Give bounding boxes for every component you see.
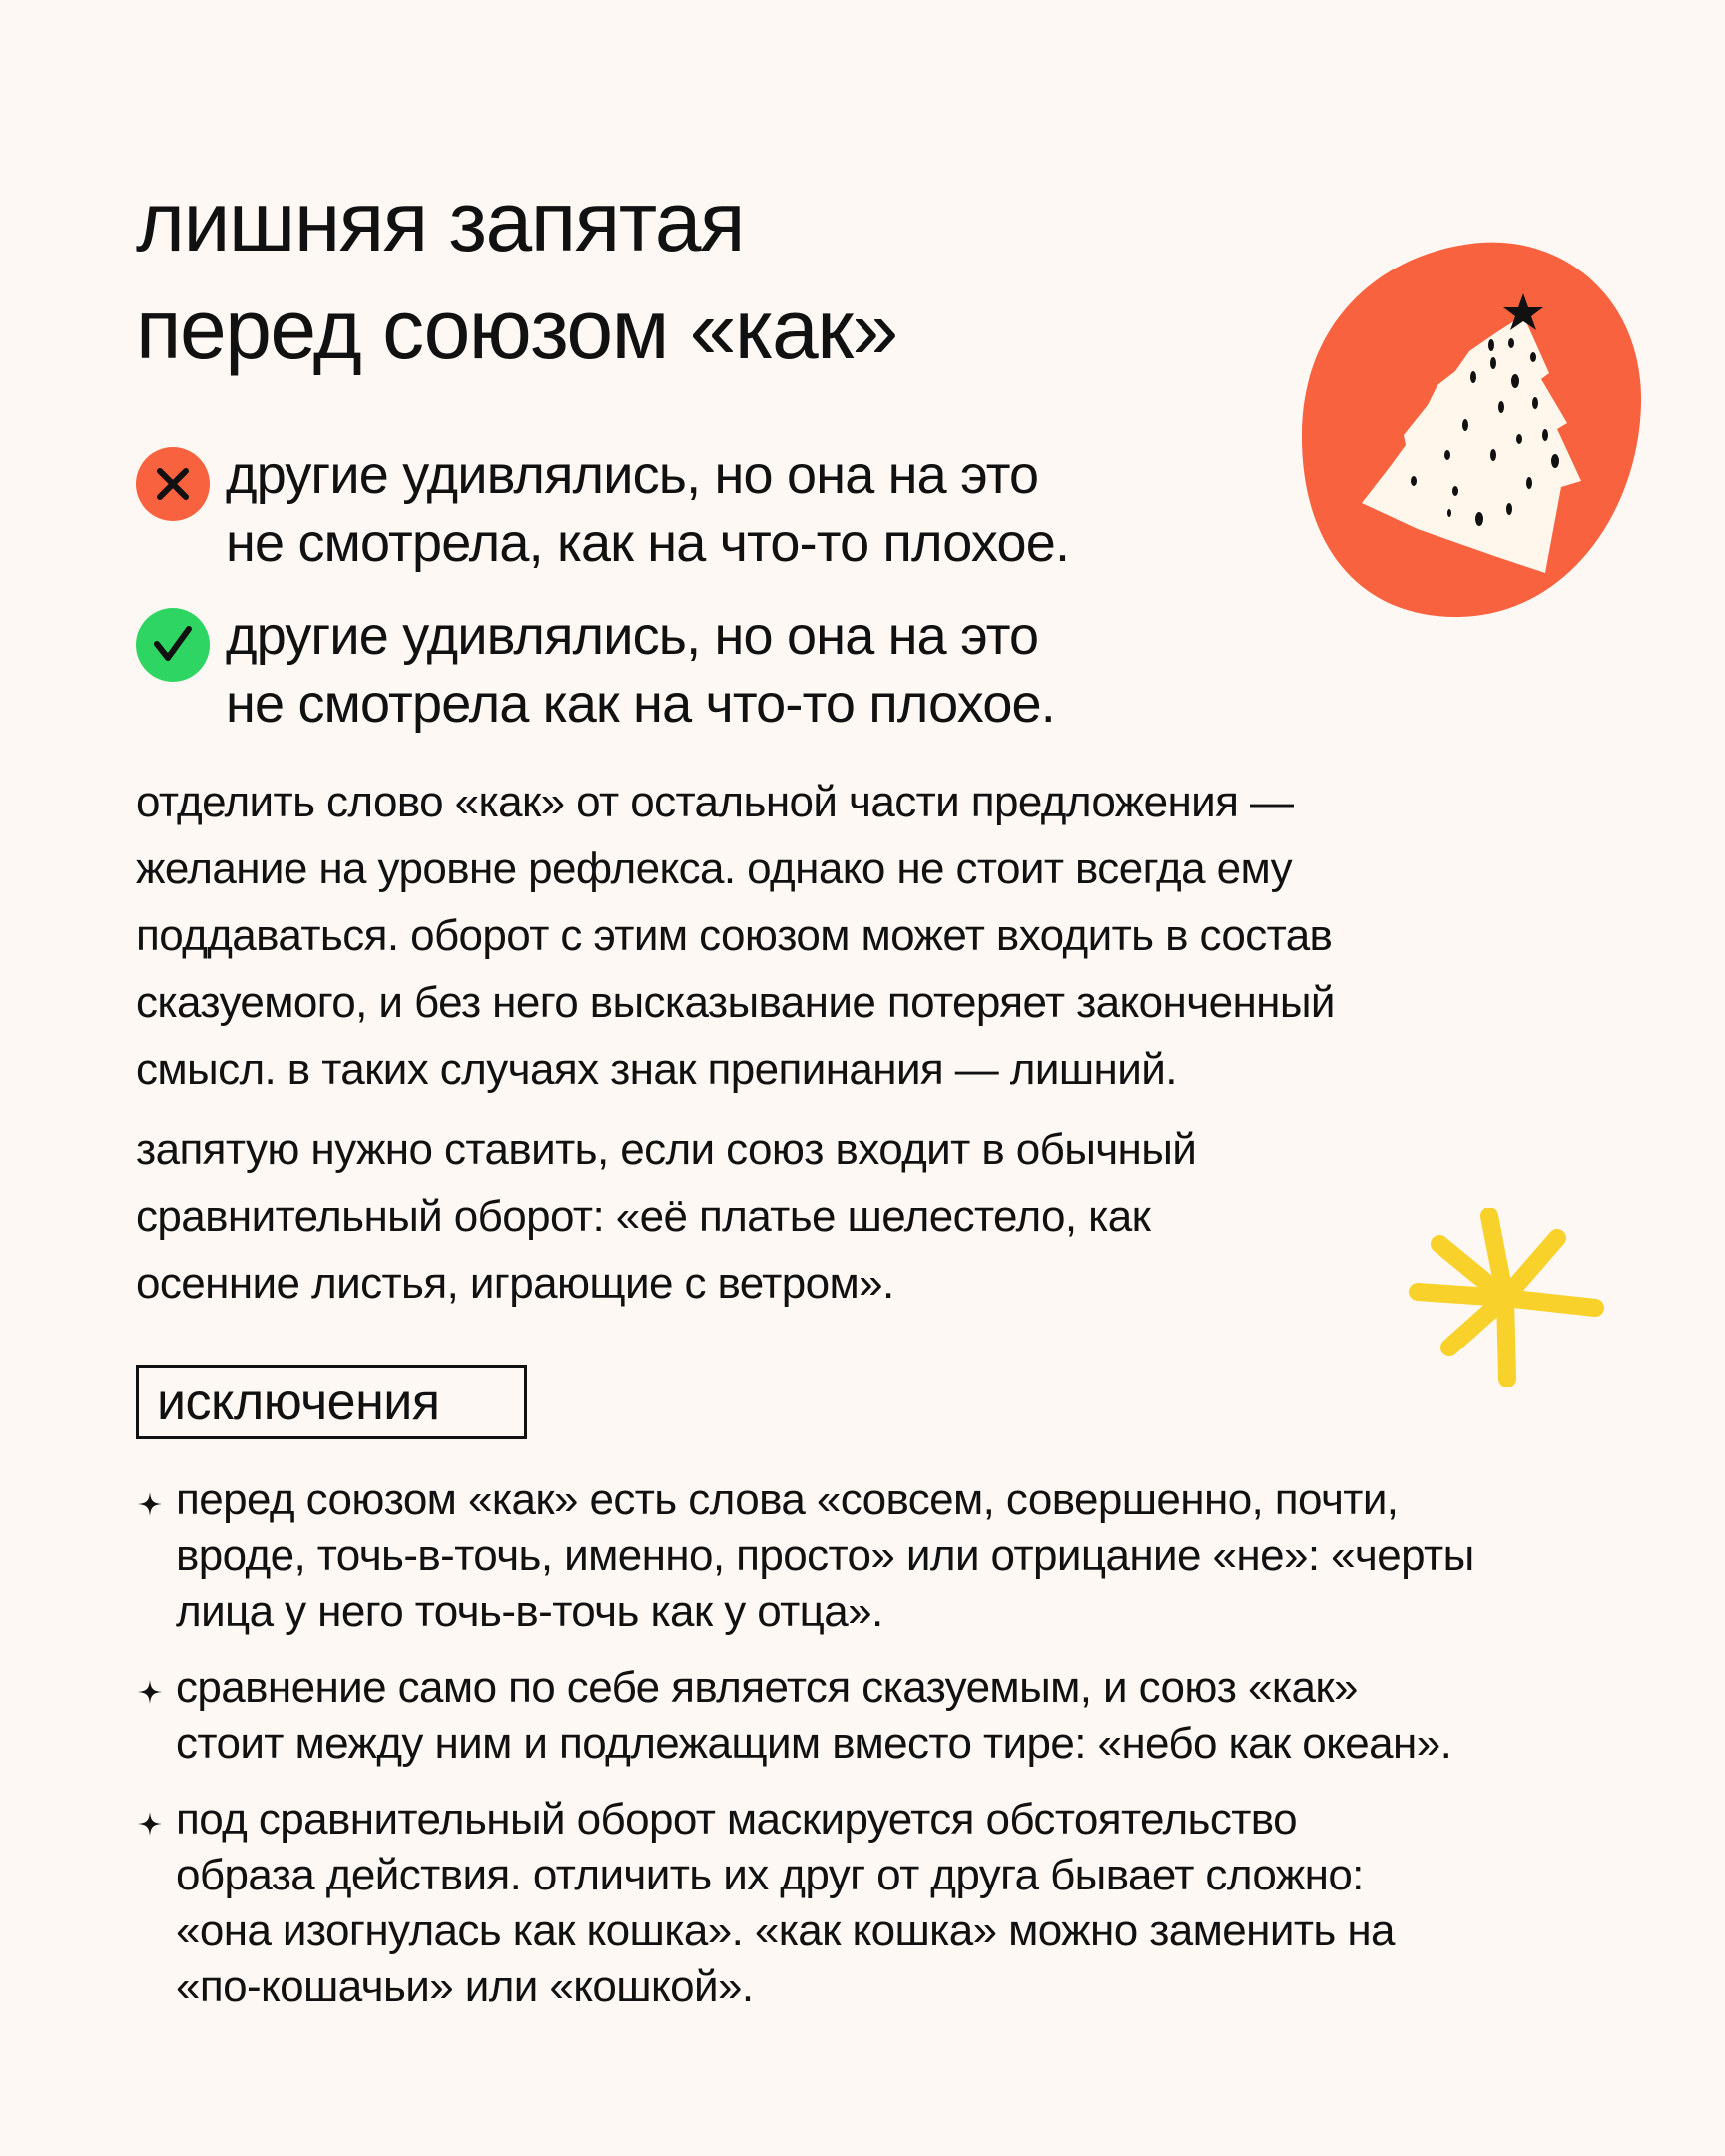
right-example-line-2: не смотрела как на что-то плохое. [226, 674, 1055, 734]
sparkle-icon [136, 1810, 164, 1838]
wrong-example-line-2: не смотрела, как на что-то плохое. [226, 513, 1070, 573]
christmas-tree-icon [1298, 236, 1645, 619]
sparkle-icon [136, 1490, 164, 1518]
paragraph-line: осенние листья, играющие с ветром». [136, 1259, 894, 1308]
list-item [136, 1472, 1633, 1640]
check-icon [136, 608, 210, 682]
right-example-text [226, 602, 1055, 738]
sparkle-icon [136, 1678, 164, 1706]
wrong-example-line-1: другие удивлялись, но она на это [226, 445, 1039, 505]
wrong-example-text [226, 441, 1069, 577]
page-title [136, 168, 1234, 383]
star-burst-icon [1406, 1208, 1605, 1387]
list-item-line: образа действия. отличить их друг от друга бывает сложно: [176, 1851, 1364, 1899]
title-line-1: лишняя запятая [136, 175, 744, 269]
cross-icon [136, 447, 210, 521]
paragraph-line: сказуемого, и без него высказывание потеряет законченный [136, 978, 1335, 1027]
list-item-line: перед союзом «как» есть слова «совсем, совершенно, почти, [176, 1475, 1399, 1524]
explanation-paragraph-2 [136, 1116, 1593, 1317]
title-line-2: перед союзом «как» [136, 282, 897, 376]
paragraph-line: смысл. в таких случаях знак препинания — лишний. [136, 1045, 1177, 1094]
paragraph-line: поддаваться. оборот с этим союзом может входить в состав [136, 911, 1333, 960]
exceptions-label: исключения [136, 1365, 527, 1439]
list-item-line: «она изогнулась как кошка». «как кошка» можно заменить на [176, 1906, 1395, 1955]
explanation-paragraph-1 [136, 769, 1593, 1103]
paragraph-line: сравнительный оборот: «её платье шелестело, как [136, 1192, 1151, 1241]
paragraph-line: желание на уровне рефлекса. однако не стоит всегда ему [136, 844, 1293, 893]
list-item-line: вроде, точь-в-точь, именно, просто» или отрицание «не»: «черты [176, 1531, 1474, 1580]
list-item-line: под сравнительный оборот маскируется обстоятельство [176, 1795, 1297, 1844]
list-item-line: стоит между ним и подлежащим вместо тире: «небо как океан». [176, 1719, 1452, 1768]
list-item [136, 1660, 1633, 1772]
right-example-line-1: другие удивлялись, но она на это [226, 606, 1039, 666]
list-item-line: «по-кошачьи» или «кошкой». [176, 1962, 754, 2011]
list-item-line: сравнение само по себе является сказуемым, и союз «как» [176, 1663, 1358, 1712]
list-item-line: лица у него точь-в-точь как у отца». [176, 1587, 883, 1636]
list-item [136, 1792, 1633, 2015]
paragraph-line: отделить слово «как» от остальной части предложения — [136, 778, 1294, 826]
paragraph-line: запятую нужно ставить, если союз входит в обычный [136, 1125, 1197, 1174]
exceptions-list [136, 1472, 1633, 2035]
